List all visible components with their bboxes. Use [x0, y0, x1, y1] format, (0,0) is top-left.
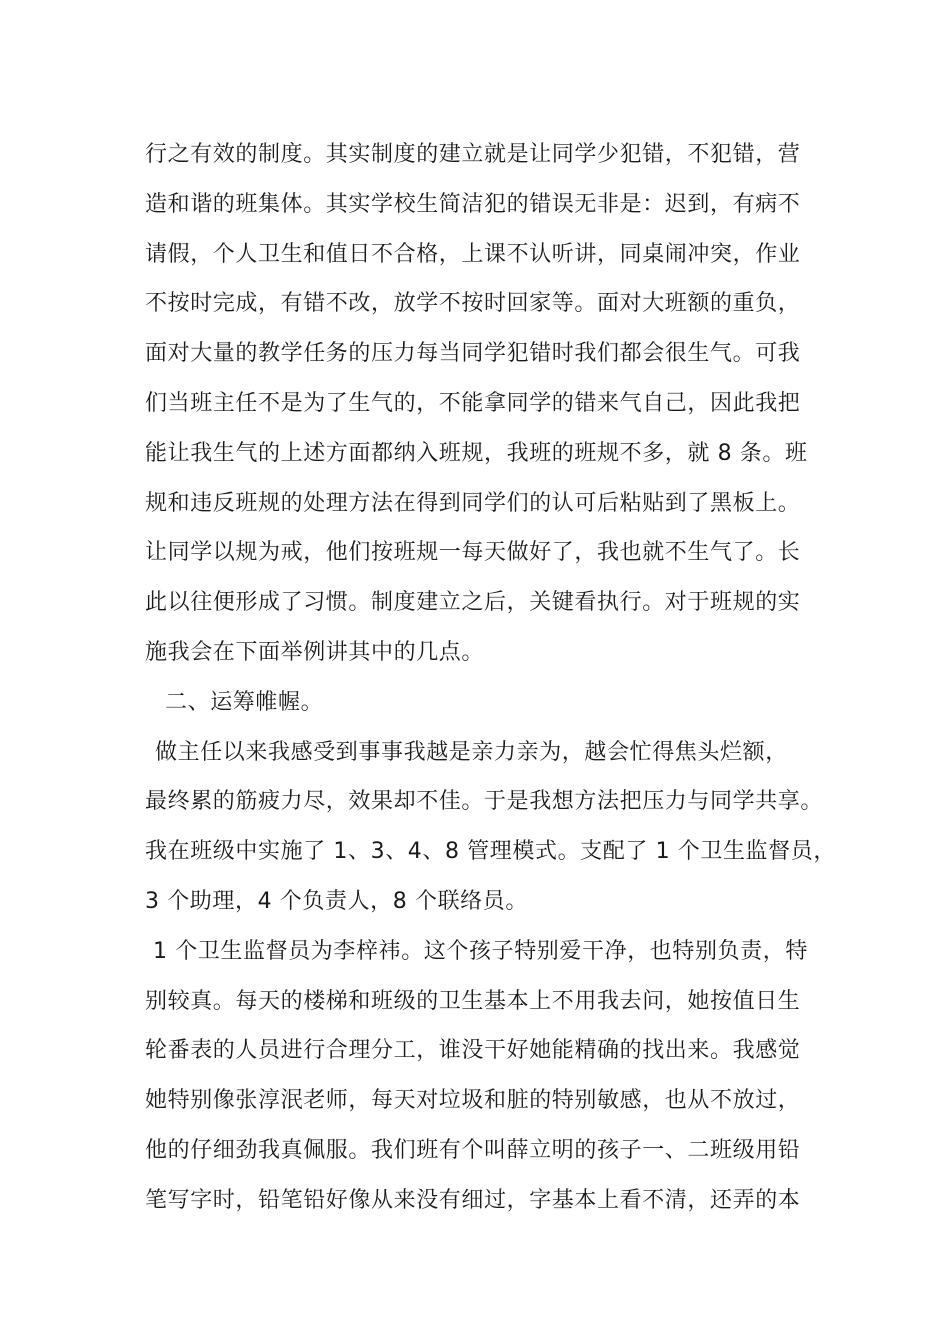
text-line: 轮番表的人员进行合理分工，谁没干好她能精确的找出来。我感觉: [145, 1038, 801, 1064]
text-line: 最终累的筋疲力尽，效果却不佳。于是我想方法把压力与同学共享。: [145, 789, 824, 815]
text-line: 能让我生气的上述方面都纳入班规，我班的班规不多，就 8 条。班: [145, 440, 808, 466]
section-heading: 二、运筹帷幄。: [165, 689, 324, 715]
text-line: 们当班主任不是为了生气的，不能拿同学的错来气自己，因此我把: [145, 390, 801, 416]
text-line: 我在班级中实施了 1、3、4、8 管理模式。支配了 1 个卫生监督员，: [145, 839, 836, 865]
text-line: 别较真。每天的楼梯和班级的卫生基本上不用我去问，她按值日生: [145, 988, 801, 1014]
text-line: 面对大量的教学任务的压力每当同学犯错时我们都会很生气。可我: [145, 341, 801, 367]
body-text: [145, 130, 835, 1226]
text-line: 施我会在下面举例讲其中的几点。: [145, 639, 485, 665]
text-line: 造和谐的班集体。其实学校生简洁犯的错误无非是：迟到，有病不: [145, 191, 801, 217]
text-line: 笔写字时，铅笔铅好像从来没有细过，字基本上看不清，还弄的本: [145, 1187, 801, 1213]
text-line: 规和违反班规的处理方法在得到同学们的认可后粘贴到了黑板上。: [145, 490, 801, 516]
text-line: 让同学以规为戒，他们按班规一每天做好了，我也就不生气了。长: [145, 540, 801, 566]
text-line: 行之有效的制度。其实制度的建立就是让同学少犯错，不犯错，营: [145, 142, 801, 167]
text-line: 不按时完成，有错不改，放学不按时回家等。面对大班额的重负，: [145, 291, 801, 317]
text-line: 做主任以来我感受到事事我越是亲力亲为，越会忙得焦头烂额，: [155, 739, 788, 765]
text-line: 3 个助理，4 个负责人，8 个联络员。: [145, 888, 528, 914]
text-line: 此以往便形成了习惯。制度建立之后，关键看执行。对于班规的实: [145, 590, 801, 616]
text-line: 1 个卫生监督员为李梓祎。这个孩子特别爱干净，也特别负责，特: [153, 938, 808, 964]
text-line: 她特别像张淳泯老师，每天对垃圾和脏的特别敏感，也从不放过，: [145, 1088, 801, 1114]
text-line: 他的仔细劲我真佩服。我们班有个叫薛立明的孩子一、二班级用铅: [145, 1137, 801, 1163]
text-line: 请假，个人卫生和值日不合格，上课不认听讲，同桌闹冲突，作业: [145, 241, 801, 267]
